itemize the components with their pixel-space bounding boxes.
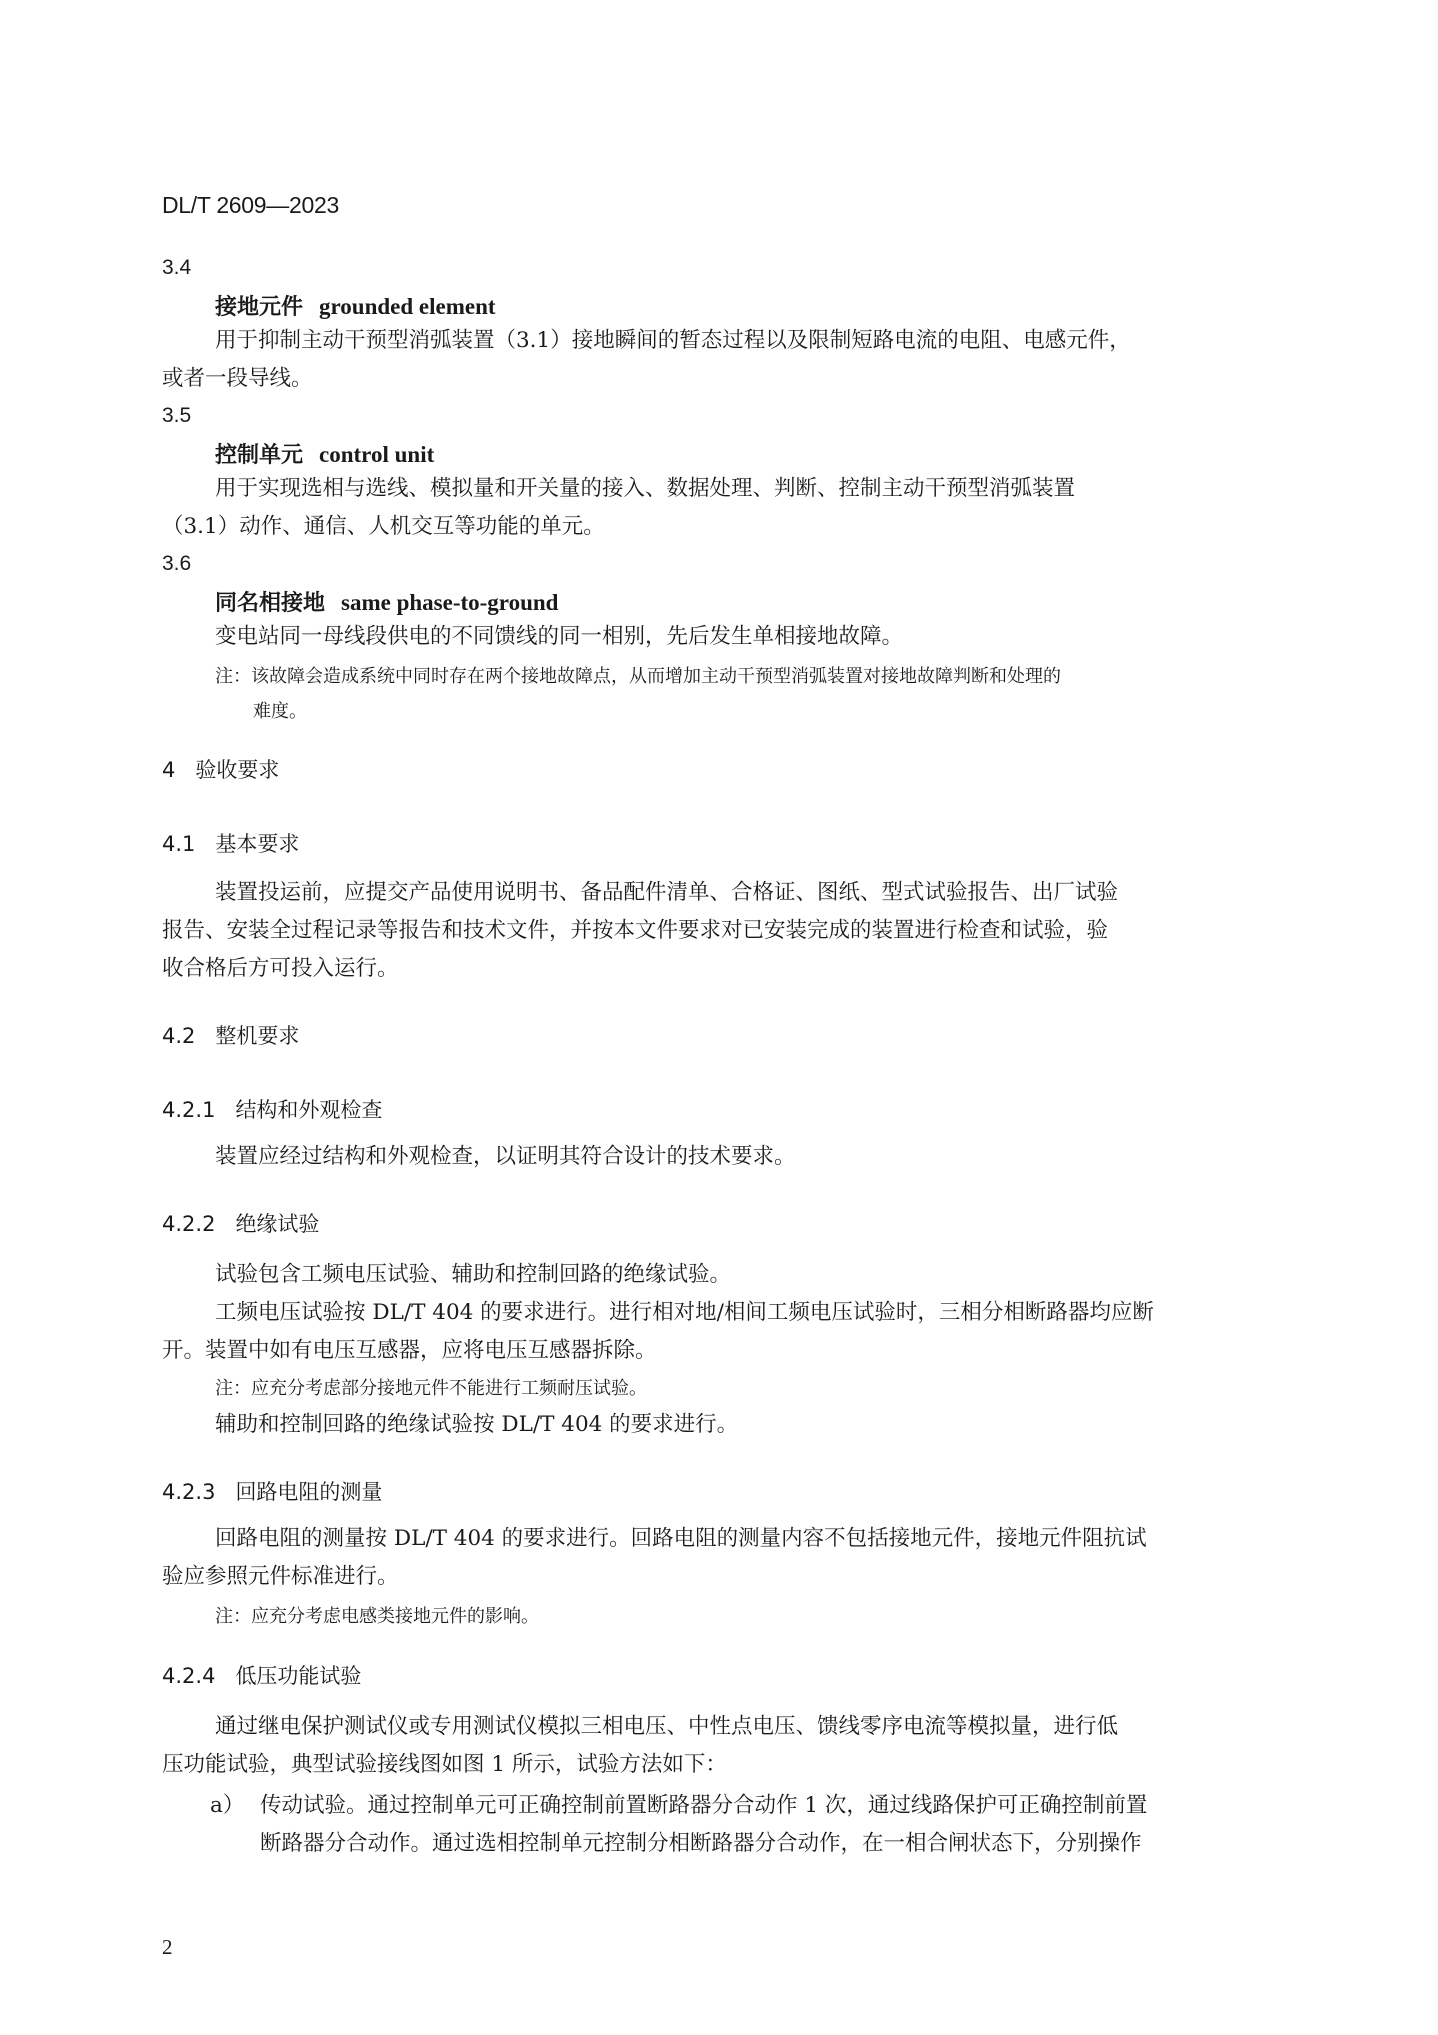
term-zh: 控制单元 — [215, 443, 304, 468]
list-item-a — [210, 1788, 1147, 1819]
list-label: a） — [210, 1793, 245, 1818]
section-heading-4-2-1: 4.2.1 结构和外观检查 — [162, 1098, 383, 1122]
note-line: 注：该故障会造成系统中同时存在两个接地故障点，从而增加主动干预型消弧装置对接地故障判断和处理的 — [215, 666, 1061, 687]
paragraph-line: 装置应经过结构和外观检查，以证明其符合设计的技术要求。 — [215, 1144, 796, 1169]
section-heading-4-2-4: 4.2.4 低压功能试验 — [162, 1664, 362, 1688]
term-title-3-4 — [215, 290, 496, 321]
note-line: 注：应充分考虑部分接地元件不能进行工频耐压试验。 — [215, 1378, 647, 1399]
paragraph-line: 开。装置中如有电压互感器，应将电压互感器拆除。 — [162, 1338, 657, 1363]
section-heading-4-1: 4.1 基本要求 — [162, 832, 300, 856]
paragraph-line: 压功能试验，典型试验接线图如图 1 所示，试验方法如下： — [162, 1752, 727, 1777]
note-line: 注：应充分考虑电感类接地元件的影响。 — [215, 1606, 539, 1627]
term-title-3-6 — [215, 586, 558, 617]
section-heading-4-2: 4.2 整机要求 — [162, 1024, 300, 1048]
paragraph-line: 工频电压试验按 DL/T 404 的要求进行。进行相对地/相间工频电压试验时，三相分相断路器均应断 — [215, 1300, 1154, 1325]
definition-line: 或者一段导线。 — [162, 366, 313, 391]
term-title-3-5 — [215, 438, 434, 469]
paragraph-line: 收合格后方可投入运行。 — [162, 956, 399, 981]
term-zh: 同名相接地 — [215, 591, 326, 616]
standard-code-header: DL/T 2609—2023 — [162, 192, 339, 218]
definition-line: （3.1）动作、通信、人机交互等功能的单元。 — [162, 514, 605, 539]
section-heading-4-2-3: 4.2.3 回路电阻的测量 — [162, 1480, 383, 1504]
section-heading-4-2-2: 4.2.2 绝缘试验 — [162, 1212, 320, 1236]
term-number-3-4: 3.4 — [162, 256, 192, 279]
list-item-line: 断路器分合动作。通过选相控制单元控制分相断路器分合动作，在一相合闸状态下，分别操作 — [260, 1831, 1142, 1856]
definition-line: 用于抑制主动干预型消弧装置（3.1）接地瞬间的暂态过程以及限制短路电流的电阻、电感元件， — [215, 328, 1131, 353]
term-number-3-5: 3.5 — [162, 404, 192, 427]
paragraph-line: 辅助和控制回路的绝缘试验按 DL/T 404 的要求进行。 — [215, 1412, 739, 1437]
paragraph-line: 回路电阻的测量按 DL/T 404 的要求进行。回路电阻的测量内容不包括接地元件，接地元件阻抗试 — [215, 1526, 1147, 1551]
section-heading-4: 4 验收要求 — [162, 758, 280, 782]
term-number-3-6: 3.6 — [162, 552, 192, 575]
term-en: control unit — [319, 442, 435, 467]
paragraph-line: 报告、安装全过程记录等报告和技术文件，并按本文件要求对已安装完成的装置进行检查和试验，验 — [162, 918, 1109, 943]
term-en: grounded element — [319, 294, 496, 319]
term-zh: 接地元件 — [215, 295, 304, 320]
definition-line: 变电站同一母线段供电的不同馈线的同一相别，先后发生单相接地故障。 — [215, 624, 904, 649]
page-number: 2 — [162, 1935, 173, 1959]
paragraph-line: 试验包含工频电压试验、辅助和控制回路的绝缘试验。 — [215, 1262, 732, 1287]
paragraph-line: 验应参照元件标准进行。 — [162, 1564, 399, 1589]
term-en: same phase-to-ground — [341, 590, 559, 615]
paragraph-line: 通过继电保护测试仪或专用测试仪模拟三相电压、中性点电压、馈线零序电流等模拟量，进行低 — [215, 1714, 1119, 1739]
definition-line: 用于实现选相与选线、模拟量和开关量的接入、数据处理、判断、控制主动干预型消弧装置 — [215, 476, 1076, 501]
list-item-line: 传动试验。通过控制单元可正确控制前置断路器分合动作 1 次，通过线路保护可正确控制前置 — [260, 1793, 1148, 1818]
paragraph-line: 装置投运前，应提交产品使用说明书、备品配件清单、合格证、图纸、型式试验报告、出厂试验 — [215, 880, 1119, 905]
note-line: 难度。 — [253, 701, 307, 722]
